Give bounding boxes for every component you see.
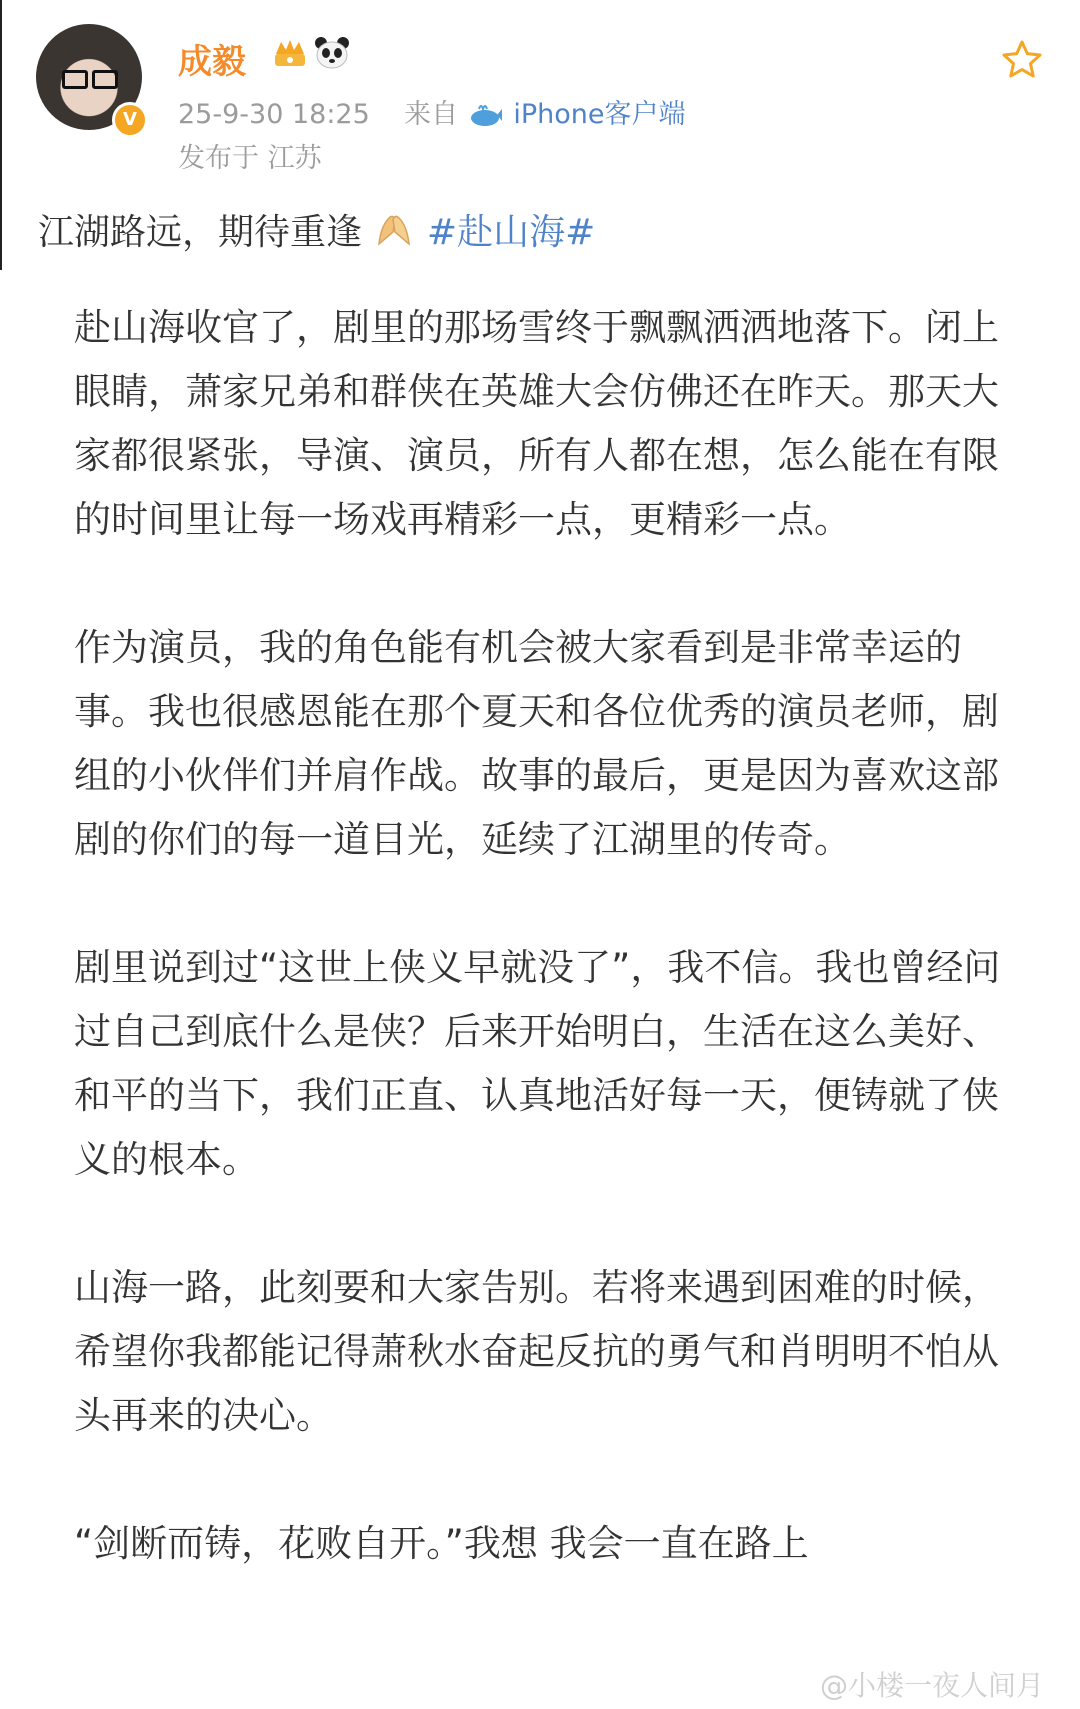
post-meta <box>178 92 685 131</box>
timestamp: 25-9-30 18:25 <box>178 99 370 130</box>
source-prefix: 来自 <box>404 99 459 130</box>
location: 发布于 江苏 <box>178 143 322 174</box>
paragraph: 剧里说到过“这世上侠义早就没了”，我不信。我也曾经问过自己到底什么是侠？后来开始明白，生活在这么美好、和平的当下，我们正直、认真地活好每一天，便铸就了侠义的根本。 <box>74 946 1001 1181</box>
paragraph: 山海一路，此刻要和大家告别。若将来遇到困难的时候，希望你我都能记得萧秋水奋起反抗的勇气和肖明明不怕从头再来的决心。 <box>74 1266 999 1437</box>
glasses-graphic <box>62 70 118 86</box>
star-icon[interactable] <box>1000 38 1044 82</box>
whale-icon <box>469 101 503 127</box>
hands-icon <box>373 212 415 248</box>
post-body <box>74 296 1014 1576</box>
paragraph: “剑断而铸，花败自开。”我想 我会一直在路上 <box>74 1522 809 1565</box>
verified-badge-icon: V <box>112 102 148 138</box>
paragraph: 作为演员，我的角色能有机会被大家看到是非常幸运的事。我也很感恩能在那个夏天和各位优秀的演员老师，剧组的小伙伴们并肩作战。故事的最后，更是因为喜欢这部剧的你们的每一道目光，延续了江湖里的传奇。 <box>74 626 999 861</box>
source-app-link[interactable]: iPhone客户端 <box>513 99 686 130</box>
panda-icon <box>314 36 350 70</box>
watermark: @小楼一夜人间月 <box>820 1669 1045 1702</box>
tagline-text: 江湖路远，期待重逢 <box>38 212 363 253</box>
hashtag-link[interactable]: #赴山海# <box>426 212 596 253</box>
crown-icon <box>272 36 308 70</box>
paragraph: 赴山海收官了，剧里的那场雪终于飘飘洒洒地落下。闭上眼睛，萧家兄弟和群侠在英雄大会仿佛还在昨天。那天大家都很紧张，导演、演员，所有人都在想，怎么能在有限的时间里让每一场戏再精彩一点，更精彩一点。 <box>74 306 999 541</box>
post-header <box>0 0 1080 280</box>
post-tagline <box>38 204 595 255</box>
author-name[interactable]: 成毅 <box>178 42 246 82</box>
